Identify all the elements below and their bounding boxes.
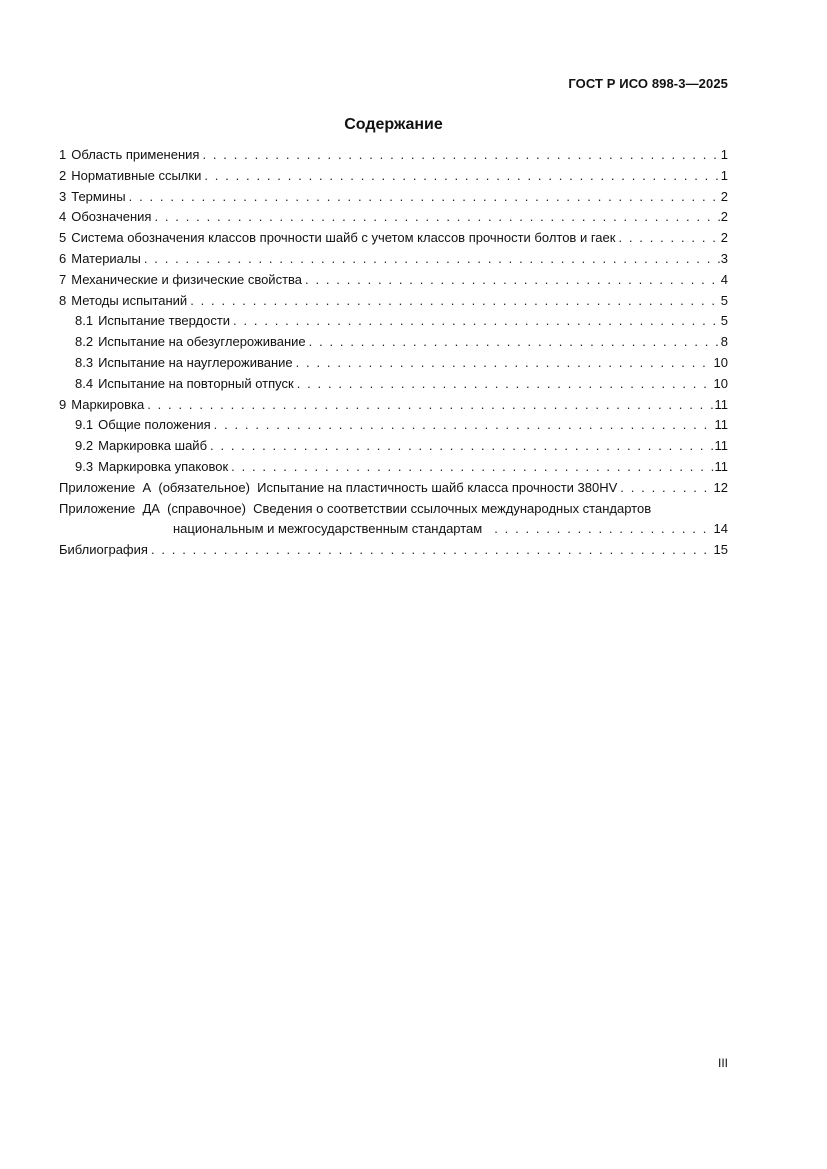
toc-entry-appendix-a[interactable] <box>59 478 728 499</box>
dot-leader <box>620 478 712 499</box>
toc-entry-number: 8.4 <box>75 375 94 391</box>
toc-entry-number: 9 <box>59 396 67 412</box>
dot-leader <box>297 374 713 395</box>
toc-entry-number: 4 <box>59 209 67 225</box>
toc-entry-page: 8 <box>720 334 728 350</box>
toc-entry-page: 11 <box>714 438 728 454</box>
dot-leader <box>202 145 719 166</box>
toc-entry-label: Методы испытаний <box>71 292 188 308</box>
toc-entry-page: 2 <box>720 230 728 246</box>
toc-entry[interactable] <box>59 187 728 208</box>
dot-leader <box>231 457 713 478</box>
toc-entry-page: 5 <box>720 313 728 329</box>
dot-leader <box>309 332 720 353</box>
toc-entry-page: 1 <box>720 167 728 183</box>
dot-leader <box>210 436 713 457</box>
dot-leader <box>494 519 712 540</box>
toc-entry-number: 9.2 <box>75 438 94 454</box>
toc-entry-page: 10 <box>713 354 728 370</box>
toc-entry-label: Испытание твердости <box>98 313 231 329</box>
toc-entry-number: 9.1 <box>75 417 94 433</box>
page-number: III <box>717 1056 728 1070</box>
toc-entry-label: Термины <box>71 188 126 204</box>
dot-leader <box>151 540 713 561</box>
toc-entry-label: Испытание на науглероживание <box>98 354 293 370</box>
toc-entry[interactable] <box>59 228 728 249</box>
toc-entry-label: Нормативные ссылки <box>71 167 202 183</box>
toc-subentry[interactable] <box>59 332 728 353</box>
dot-leader <box>618 228 719 249</box>
toc-subentry[interactable] <box>59 353 728 374</box>
toc-entry-appendix-da[interactable] <box>59 499 728 541</box>
dot-leader <box>129 187 720 208</box>
dot-leader <box>204 166 719 187</box>
toc-entry-bibliography[interactable] <box>59 540 728 561</box>
toc-entry[interactable] <box>59 207 728 228</box>
toc-entry-page: 11 <box>714 458 728 474</box>
toc-entry[interactable] <box>59 270 728 291</box>
toc-entry-page: 5 <box>720 292 728 308</box>
toc-entry-number: 1 <box>59 147 67 162</box>
dot-leader <box>190 291 720 312</box>
dot-leader <box>154 207 719 228</box>
table-of-contents <box>59 145 728 561</box>
document-code: ГОСТ Р ИСО 898-3—2025 <box>568 76 728 91</box>
dot-leader <box>147 395 713 416</box>
toc-subentry[interactable] <box>59 311 728 332</box>
toc-entry-page: 15 <box>713 542 728 558</box>
toc-entry-label: Испытание на повторный отпуск <box>98 375 294 391</box>
toc-entry-label: Общие положения <box>98 417 211 433</box>
toc-entry-label: Маркировка <box>71 396 145 412</box>
toc-entry[interactable] <box>59 145 728 166</box>
dot-leader <box>144 249 720 270</box>
toc-entry-number: 9.3 <box>75 458 94 474</box>
toc-entry[interactable] <box>59 166 728 187</box>
toc-title: Содержание <box>344 116 443 133</box>
toc-entry-number: 5 <box>59 230 67 246</box>
toc-entry-page: 1 <box>720 147 728 162</box>
toc-entry-label: Система обозначения классов прочности шайб с учетом классов прочности болтов и гаек <box>71 230 616 246</box>
toc-subentry[interactable] <box>59 436 728 457</box>
toc-entry-page: 14 <box>713 521 728 537</box>
toc-subentry[interactable] <box>59 374 728 395</box>
toc-entry-number: 8.1 <box>75 313 94 329</box>
toc-entry-number: 3 <box>59 188 67 204</box>
toc-entry[interactable] <box>59 395 728 416</box>
toc-entry-label: Маркировка шайб <box>98 438 208 454</box>
toc-subentry[interactable] <box>59 415 728 436</box>
toc-entry-page: 12 <box>713 479 728 495</box>
toc-entry[interactable] <box>59 249 728 270</box>
dot-leader <box>214 415 714 436</box>
toc-entry-label: Приложение А (обязательное) Испытание на пластичность шайб класса прочности 380HV <box>59 479 618 495</box>
toc-entry-label: Испытание на обезуглероживание <box>98 334 306 350</box>
toc-entry-number: 2 <box>59 167 67 183</box>
dot-leader <box>296 353 713 374</box>
toc-entry-label: Область применения <box>71 147 200 162</box>
toc-entry-label: Приложение ДА (справочное) Сведения о соответствии ссылочных международных стандартов <box>59 500 652 516</box>
toc-entry-page: 2 <box>720 188 728 204</box>
toc-entry-number: 7 <box>59 271 67 287</box>
toc-entry-page: 11 <box>714 417 728 433</box>
toc-entry-page: 3 <box>720 250 728 266</box>
toc-entry-page: 10 <box>713 375 728 391</box>
toc-entry-page: 4 <box>720 271 728 287</box>
toc-entry-label: Библиография <box>59 542 148 558</box>
dot-leader <box>305 270 720 291</box>
toc-entry-number: 8.2 <box>75 334 94 350</box>
toc-entry-page: 11 <box>714 396 728 412</box>
toc-entry-number: 8.3 <box>75 354 94 370</box>
toc-entry-label-continued: национальным и межгосударственным стандартам <box>173 521 483 537</box>
toc-entry-label: Механические и физические свойства <box>71 271 303 287</box>
toc-entry-number: 8 <box>59 292 67 308</box>
toc-entry-page: 2 <box>720 209 728 225</box>
toc-entry[interactable] <box>59 291 728 312</box>
toc-entry-label: Материалы <box>71 250 141 266</box>
toc-entry-label: Обозначения <box>71 209 152 225</box>
toc-subentry[interactable] <box>59 457 728 478</box>
dot-leader <box>233 311 720 332</box>
toc-entry-label: Маркировка упаковок <box>98 458 229 474</box>
toc-entry-number: 6 <box>59 250 67 266</box>
